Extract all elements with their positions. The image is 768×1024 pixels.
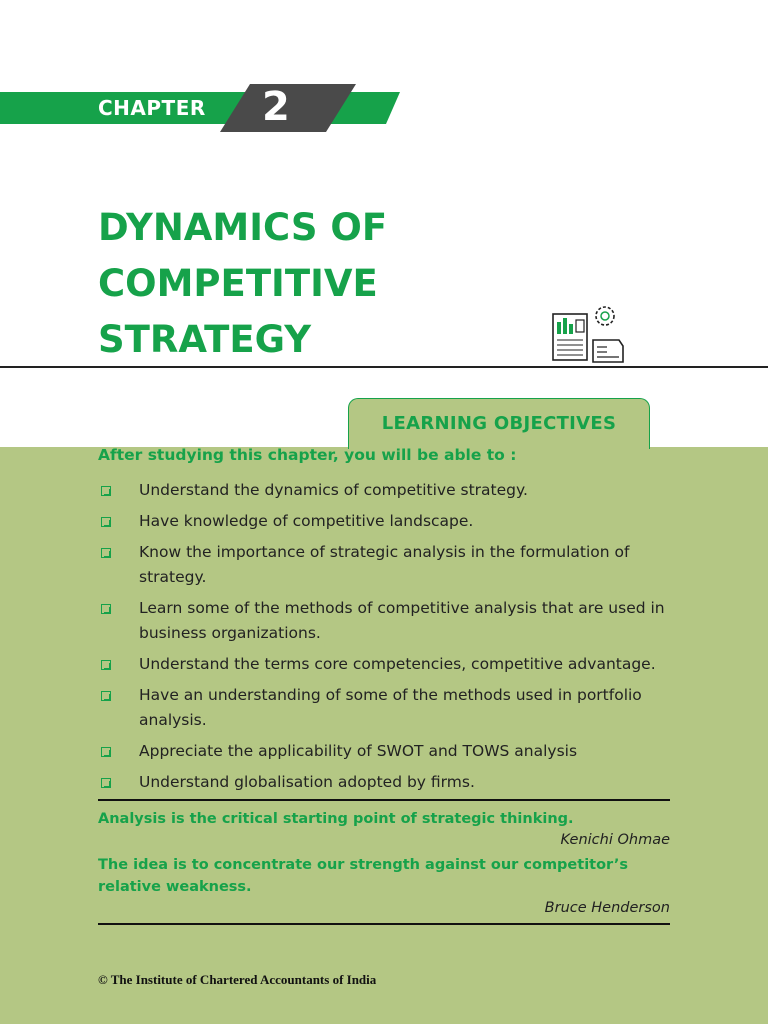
checkbox-bullet-icon <box>101 747 111 757</box>
objective-text: Understand the terms core competencies, competitive advantage. <box>139 655 656 673</box>
quote-divider-top <box>98 799 670 801</box>
list-item <box>98 770 672 795</box>
checkbox-bullet-icon <box>101 691 111 701</box>
objective-text: Appreciate the applicability of SWOT and TOWS analysis <box>139 742 578 760</box>
checkbox-bullet-icon <box>101 660 111 670</box>
quote-text: The idea is to concentrate our strength against our competitor’s relative weakness. <box>98 857 628 895</box>
objective-text: Know the importance of strategic analysis in the formulation of strategy. <box>139 543 630 586</box>
checkbox-bullet-icon <box>101 548 111 558</box>
copyright-footer: © The Institute of Chartered Accountants of India <box>98 972 377 987</box>
document-analysis-icon <box>549 300 627 366</box>
list-item <box>98 540 672 590</box>
checkbox-bullet-icon <box>101 486 111 496</box>
list-item <box>98 652 672 677</box>
objectives-list <box>98 478 672 801</box>
title-line: DYNAMICS OF <box>98 206 388 249</box>
learning-objectives-tab <box>348 398 650 449</box>
list-item <box>98 509 672 534</box>
title-line: COMPETITIVE <box>98 262 378 305</box>
chapter-title <box>98 200 387 368</box>
objective-text: Understand globalisation adopted by firms. <box>139 773 475 791</box>
chapter-number: 2 <box>262 84 290 130</box>
objective-text: Have knowledge of competitive landscape. <box>139 512 474 530</box>
objective-text: Have an understanding of some of the methods used in portfolio analysis. <box>139 686 642 729</box>
list-item <box>98 683 672 733</box>
quote-divider-bottom <box>98 923 670 925</box>
objective-text: Understand the dynamics of competitive strategy. <box>139 481 528 499</box>
section-divider <box>0 366 768 368</box>
chapter-label: CHAPTER <box>98 96 206 120</box>
quote-author: Bruce Henderson <box>544 900 670 916</box>
checkbox-bullet-icon <box>101 778 111 788</box>
checkbox-bullet-icon <box>101 604 111 614</box>
quote-text: Analysis is the critical starting point of strategic thinking. <box>98 811 574 827</box>
list-item <box>98 739 672 764</box>
title-line: STRATEGY <box>98 318 312 361</box>
checkbox-bullet-icon <box>101 517 111 527</box>
objective-text: Learn some of the methods of competitive analysis that are used in business organizations. <box>139 599 665 642</box>
quote-author: Kenichi Ohmae <box>560 832 670 848</box>
list-item <box>98 478 672 503</box>
learning-objectives-heading: LEARNING OBJECTIVES <box>381 413 617 434</box>
objectives-intro: After studying this chapter, you will be able to : <box>98 446 517 464</box>
list-item <box>98 596 672 646</box>
